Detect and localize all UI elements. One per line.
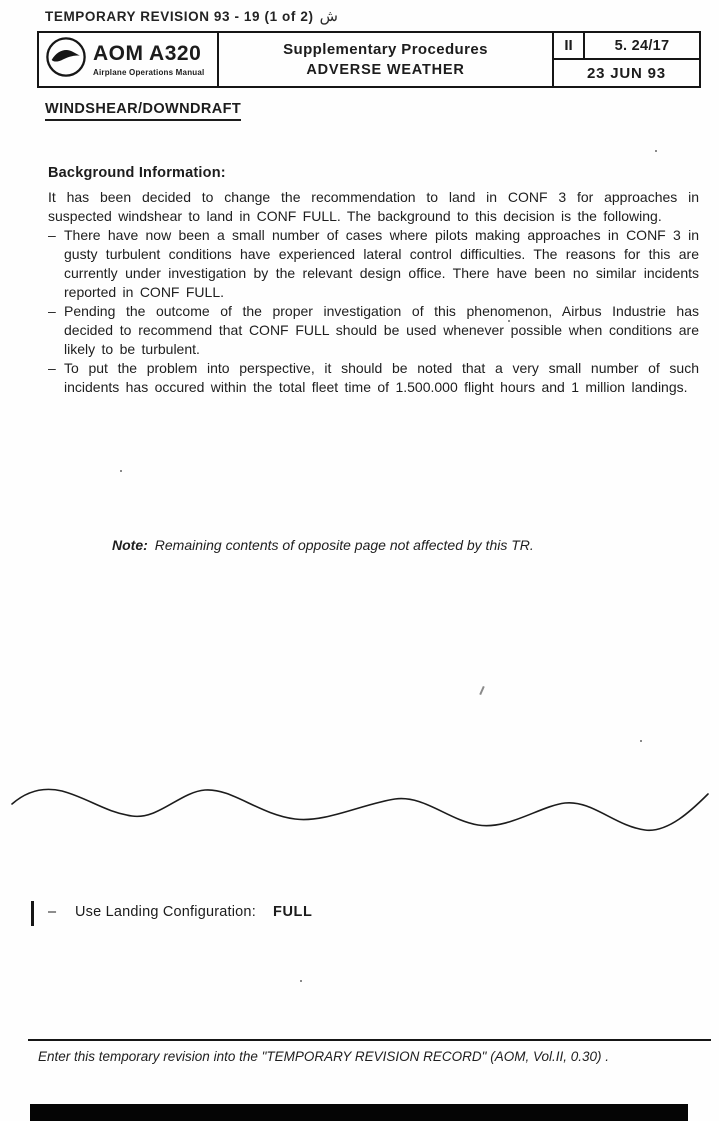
header-manual-cell xyxy=(39,33,219,86)
bullet-text: To put the problem into perspective, it should be noted that a very small number of such incidents has occured within the total fleet time of 1.500.000 flight hours and 1 million landings. xyxy=(64,360,699,395)
scan-speck xyxy=(120,470,122,472)
temporary-revision-title xyxy=(45,7,338,25)
handwritten-mark: ش xyxy=(319,8,338,25)
header-section-cell xyxy=(219,33,554,86)
bullet-dash: – xyxy=(48,303,56,319)
header-reference-top-row xyxy=(554,33,699,60)
landing-config-value: FULL xyxy=(273,904,313,920)
intro-paragraph: It has been decided to change the recommendation to land in CONF 3 for approaches in suspected windshear to land in CONF FULL. The background to this decision is the following. xyxy=(48,189,699,224)
page-reference: 5. 24/17 xyxy=(614,37,670,54)
bullet-dash: – xyxy=(48,227,56,243)
manual-titles xyxy=(93,42,204,77)
section-heading: WINDSHEAR/DOWNDRAFT xyxy=(45,101,241,121)
header-reference-cell xyxy=(554,33,699,86)
scan-edge-artifact xyxy=(30,1104,688,1121)
footer-rule xyxy=(28,1039,711,1041)
document-header xyxy=(37,31,701,88)
list-item xyxy=(48,226,699,302)
section-name: ADVERSE WEATHER xyxy=(306,62,465,78)
wavy-tear-line xyxy=(0,778,719,840)
list-item xyxy=(48,302,699,359)
manual-subtitle: Airplane Operations Manual xyxy=(93,68,205,77)
config-dash: – xyxy=(48,904,57,920)
bullet-text: There have now been a small number of cases where pilots making approaches in CONF 3 in gusty turbulent conditions have experienced lateral control difficulties. The reasons for this are currently under investigation by the relevant design office. There have been no similar incidents reported in CONF FULL. xyxy=(64,227,699,300)
airline-crane-logo-icon xyxy=(45,36,87,83)
scan-speck xyxy=(300,980,302,982)
note-line xyxy=(112,537,652,553)
manual-title: AOM A320 xyxy=(93,42,202,65)
temporary-revision-text: TEMPORARY REVISION 93 - 19 (1 of 2) xyxy=(45,9,314,24)
scan-speck xyxy=(640,740,642,742)
list-item xyxy=(48,359,699,397)
chapter-name: Supplementary Procedures xyxy=(283,41,488,58)
landing-config-label: Use Landing Configuration: xyxy=(75,904,256,920)
body-text xyxy=(48,188,699,397)
bullet-dash: – xyxy=(48,360,56,376)
revision-date: 23 JUN 93 xyxy=(587,64,666,82)
revision-change-bar xyxy=(31,901,34,926)
scan-speck xyxy=(508,320,510,322)
scan-speck xyxy=(479,686,484,695)
bullet-text: Pending the outcome of the proper investigation of this phenomenon, Airbus Industrie has decided to recommend that CONF FULL should be used whenever possible when conditions are likely to be turbulent. xyxy=(64,303,699,357)
scan-speck xyxy=(655,150,657,152)
note-label: Note: xyxy=(112,537,148,553)
volume-number: II xyxy=(554,33,585,58)
background-information-heading: Background Information: xyxy=(48,165,226,181)
footer-instruction: Enter this temporary revision into the "TEMPORARY REVISION RECORD" (AOM, Vol.II, 0.30) . xyxy=(38,1049,610,1064)
note-text: Remaining contents of opposite page not affected by this TR. xyxy=(154,537,534,553)
